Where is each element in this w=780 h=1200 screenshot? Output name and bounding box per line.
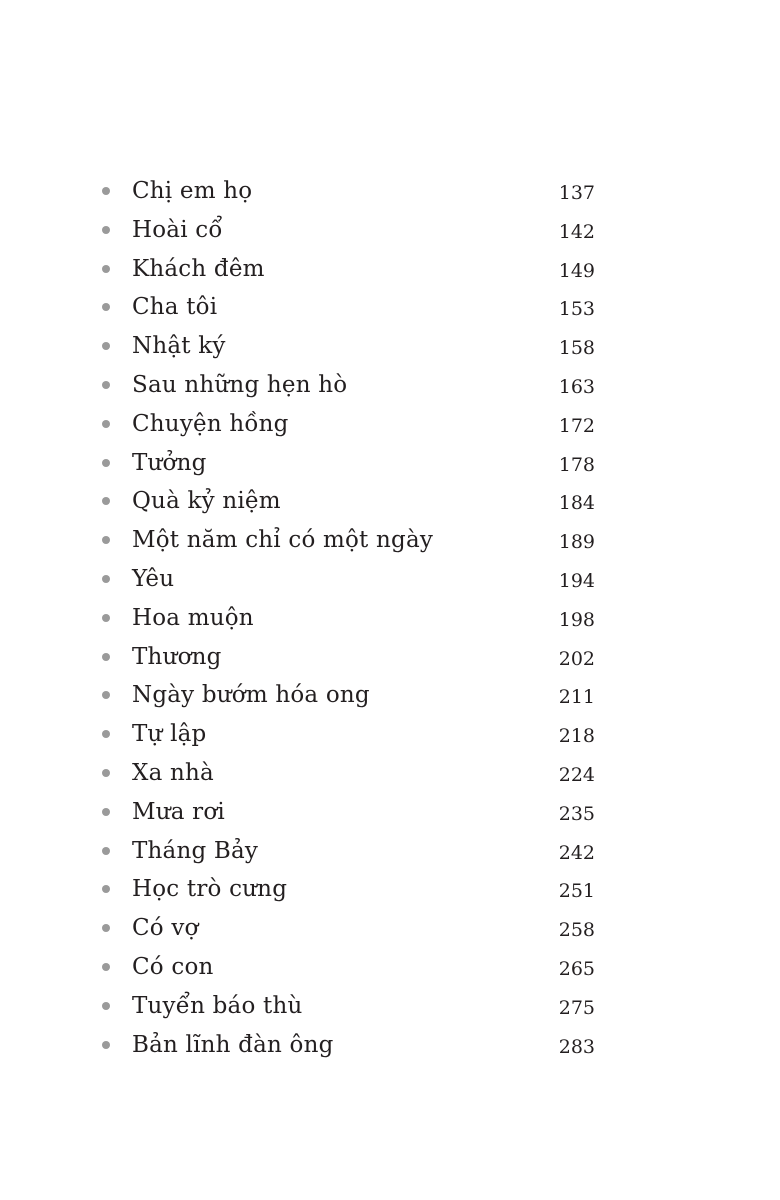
toc-entry-page-number: 142 <box>558 220 595 243</box>
toc-entry-page-number: 218 <box>558 725 595 748</box>
bullet-icon <box>102 1002 110 1010</box>
toc-entry-title: Mưa rơi <box>132 798 225 825</box>
toc-entry-page-number: 158 <box>558 337 595 360</box>
toc-entry-page-number: 265 <box>558 957 595 980</box>
toc-entry-title: Tự lập <box>132 721 207 748</box>
bullet-icon <box>102 420 110 428</box>
toc-entry-title: Xa nhà <box>132 759 214 786</box>
toc-entry-page-number: 153 <box>558 298 595 321</box>
bullet-icon <box>102 963 110 971</box>
toc-entry-page-number: 137 <box>558 182 595 204</box>
toc-entry-page-number: 211 <box>558 686 595 709</box>
bullet-icon <box>102 497 110 505</box>
toc-entry[interactable] <box>100 870 600 909</box>
bullet-icon <box>102 614 110 622</box>
toc-entry-title: Cha tôi <box>132 294 218 321</box>
toc-entry-title: Khách đêm <box>132 255 265 282</box>
toc-entry-page-number: 275 <box>558 996 595 1019</box>
bullet-icon <box>102 381 110 389</box>
bullet-icon <box>102 226 110 234</box>
toc-entry-title: Sau những hẹn hò <box>132 371 348 398</box>
toc-entry[interactable] <box>100 909 600 948</box>
toc-entry[interactable] <box>100 793 600 832</box>
toc-entry-page-number: 194 <box>558 569 595 592</box>
toc-entry[interactable] <box>100 948 600 987</box>
toc-entry[interactable] <box>100 327 600 366</box>
toc-entry-title: Chuyện hồng <box>132 410 289 437</box>
toc-entry[interactable] <box>100 599 600 638</box>
toc-entry[interactable] <box>100 288 600 327</box>
toc-entry-page-number: 149 <box>558 259 595 282</box>
toc-entry-title: Tuyển báo thù <box>132 992 303 1019</box>
bullet-icon <box>102 342 110 350</box>
toc-entry-title: Ngày bướm hóa ong <box>132 682 370 709</box>
toc-entry-title: Tưởng <box>132 449 207 476</box>
toc-entry[interactable] <box>100 560 600 599</box>
bullet-icon <box>102 1041 110 1049</box>
toc-entry[interactable] <box>100 482 600 521</box>
bullet-icon <box>102 808 110 816</box>
table-of-contents <box>100 172 600 1064</box>
bullet-icon <box>102 187 110 195</box>
bullet-icon <box>102 847 110 855</box>
toc-entry-page-number: 242 <box>558 841 595 864</box>
toc-entry-page-number: 172 <box>558 414 595 437</box>
toc-entry[interactable] <box>100 1026 600 1065</box>
toc-entry[interactable] <box>100 172 600 211</box>
toc-entry[interactable] <box>100 444 600 483</box>
toc-entry-title: Chị em họ <box>132 178 253 204</box>
toc-entry[interactable] <box>100 754 600 793</box>
toc-entry-page-number: 163 <box>558 375 595 398</box>
toc-entry[interactable] <box>100 521 600 560</box>
bullet-icon <box>102 575 110 583</box>
toc-entry-title: Tháng Bảy <box>132 837 259 864</box>
toc-entry-page-number: 224 <box>558 763 595 786</box>
bullet-icon <box>102 730 110 738</box>
toc-entry-page-number: 235 <box>558 802 595 825</box>
toc-entry-title: Một năm chỉ có một ngày <box>132 527 434 554</box>
toc-entry-page-number: 202 <box>558 647 595 670</box>
bullet-icon <box>102 924 110 932</box>
toc-entry-page-number: 184 <box>558 492 595 515</box>
toc-entry-page-number: 189 <box>558 531 595 554</box>
toc-entry-page-number: 251 <box>558 880 595 903</box>
toc-entry[interactable] <box>100 832 600 871</box>
toc-entry-title: Thương <box>132 643 222 670</box>
toc-entry-title: Có con <box>132 953 214 980</box>
toc-entry[interactable] <box>100 676 600 715</box>
toc-entry-title: Học trò cưng <box>132 876 288 903</box>
bullet-icon <box>102 691 110 699</box>
bullet-icon <box>102 303 110 311</box>
bullet-icon <box>102 769 110 777</box>
bullet-icon <box>102 459 110 467</box>
toc-entry-page-number: 283 <box>558 1035 595 1058</box>
bullet-icon <box>102 653 110 661</box>
toc-entry[interactable] <box>100 715 600 754</box>
bullet-icon <box>102 536 110 544</box>
bullet-icon <box>102 885 110 893</box>
toc-entry-title: Hoa muộn <box>132 604 254 631</box>
toc-entry-title: Nhật ký <box>132 333 226 360</box>
toc-entry[interactable] <box>100 405 600 444</box>
toc-entry-title: Có vợ <box>132 915 199 942</box>
toc-entry[interactable] <box>100 250 600 289</box>
toc-entry-page-number: 258 <box>558 919 595 942</box>
toc-entry-title: Hoài cổ <box>132 216 223 243</box>
toc-entry[interactable] <box>100 638 600 677</box>
toc-entry-title: Quà kỷ niệm <box>132 488 281 515</box>
toc-entry[interactable] <box>100 211 600 250</box>
toc-entry[interactable] <box>100 987 600 1026</box>
bullet-icon <box>102 265 110 273</box>
toc-entry-title: Bản lĩnh đàn ông <box>132 1031 334 1058</box>
toc-entry-page-number: 178 <box>558 453 595 476</box>
toc-entry-page-number: 198 <box>558 608 595 631</box>
toc-entry-title: Yêu <box>132 565 175 592</box>
toc-entry[interactable] <box>100 366 600 405</box>
